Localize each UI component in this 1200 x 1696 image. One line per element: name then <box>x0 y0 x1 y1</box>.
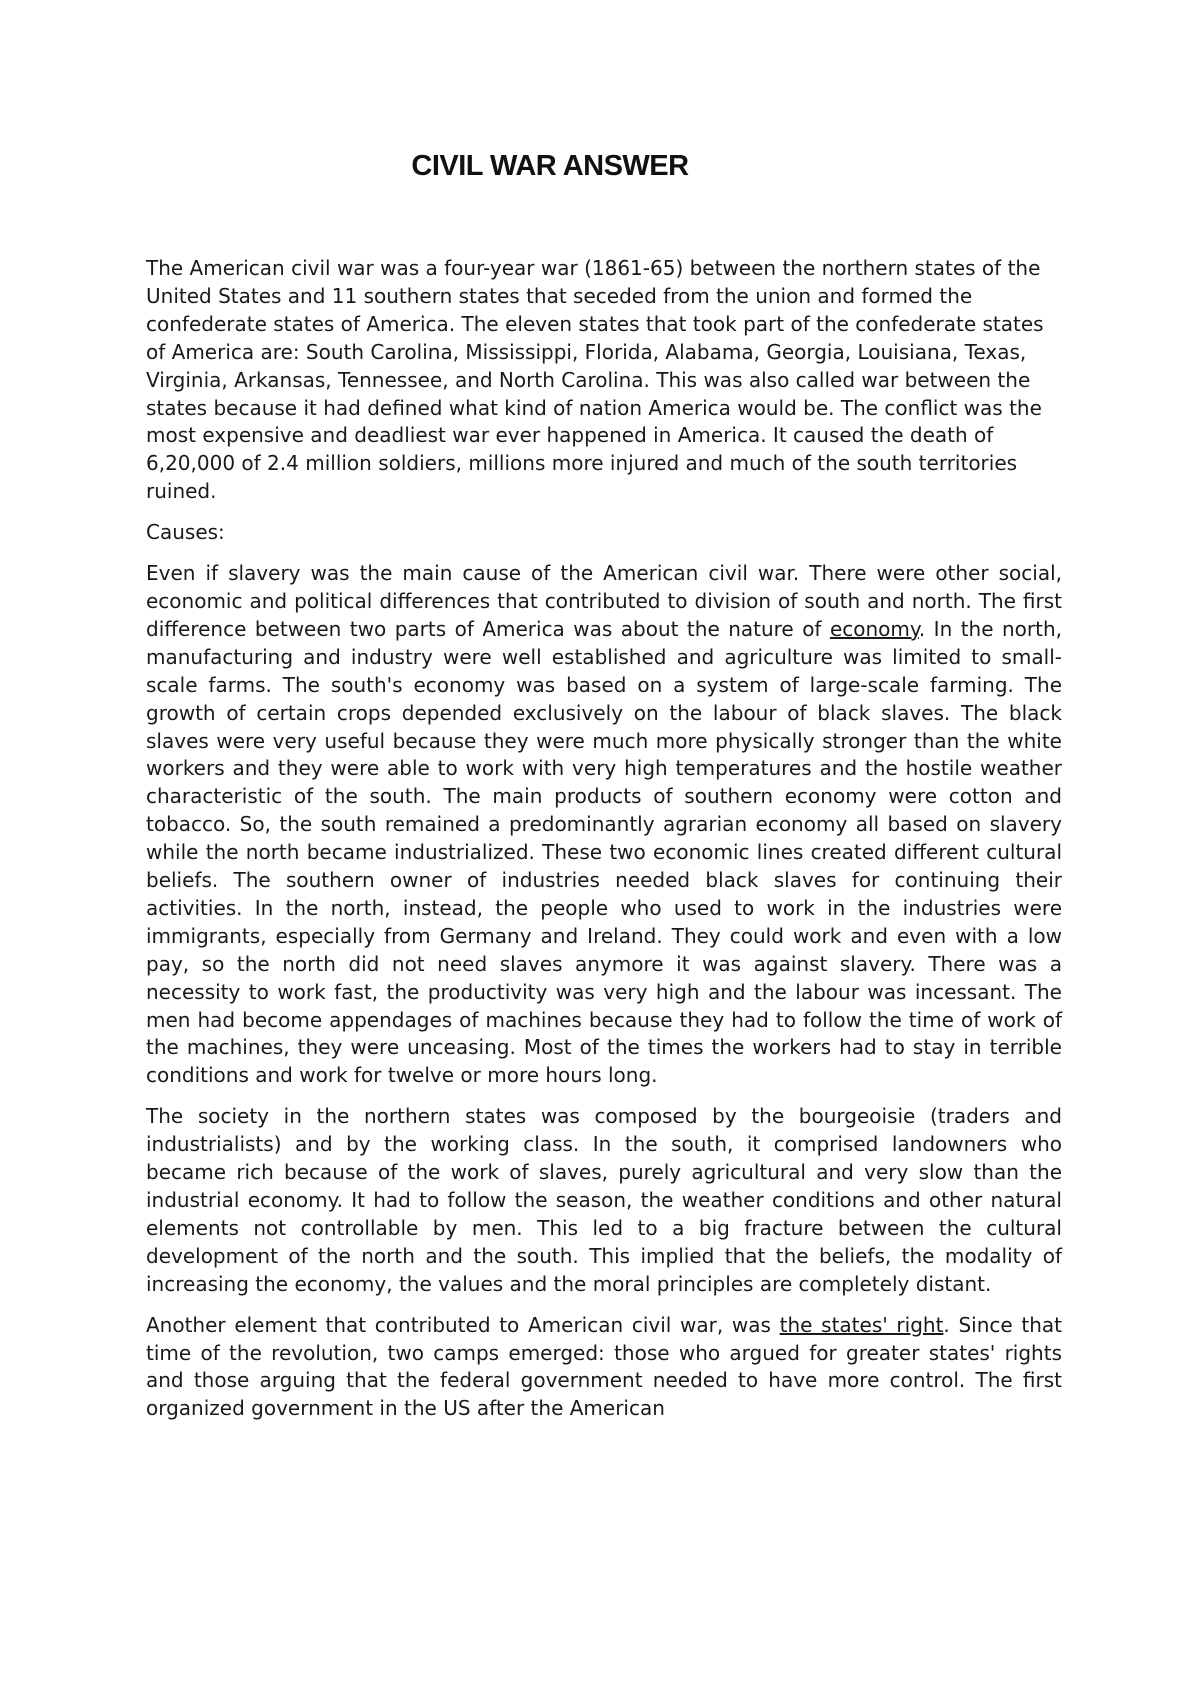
states-right-text-before: Another element that contributed to American civil war, was <box>146 1312 780 1337</box>
page-title: CIVIL WAR ANSWER <box>411 150 689 182</box>
economy-paragraph <box>146 560 1062 1090</box>
economy-link[interactable]: economy <box>829 616 919 641</box>
causes-heading: Causes: <box>146 520 225 545</box>
intro-paragraph: The American civil war was a four-year war (1861-65) between the northern states of the United States and 11 southern states that seceded from the union and formed the confederate states of America. The eleven states that took part of the confederate states of America are: South Carolina, Mississippi, Florida, Alabama, Georgia, Louisiana, Texas, Virginia, Arkansas, Tennessee, and North Carolina. This was also called war between the states because it had defined what kind of nation America would be. The conflict was the most expensive and deadliest war ever happened in America. It caused the death of 6,20,000 of 2.4 million soldiers, millions more injured and much of the south territories ruined. <box>146 256 1044 504</box>
document-body <box>146 255 1062 1436</box>
economy-text-after: . In the north, manufacturing and industry were well established and agriculture was limited to small-scale farms. The south's economy was based on a system of large-scale farming. The growth of certain crops depended exclusively on the labour of black slaves. The black slaves were very useful because they were much more physically stronger than the white workers and they were able to work with very high temperatures and the hostile weather characteristic of the south. The main products of southern economy were cotton and tobacco. So, the south remained a predominantly agrarian economy all based on slavery while the north became industrialized. These two economic lines created different cultural beliefs. The southern owner of industries needed black slaves for continuing their activities. In the north, instead, the people who used to work in the industries were immigrants, especially from Germany and Ireland. They could work and even with a low pay, so the north did not need slaves anymore it was against slavery. There was a necessity to work fast, the productivity was very high and the labour was incessant. The men had become appendages of machines because they had to follow the time of work of the machines, they were unceasing. Most of the times the workers had to stay in terrible conditions and work for twelve or more hours long. <box>146 616 1062 1088</box>
states-right-paragraph <box>146 1312 1062 1424</box>
economy-text-before: Even if slavery was the main cause of the American civil war. There were other social, economic and political differences that contributed to division of south and north. The first difference between two parts of America was about the nature of <box>146 561 1062 641</box>
society-paragraph: The society in the northern states was composed by the bourgeoisie (traders and industrialists) and by the working class. In the south, it comprised landowners who became rich because of the work of slaves, purely agricultural and very slow than the industrial economy. It had to follow the season, the weather conditions and other natural elements not controllable by men. This led to a big fracture between the cultural development of the north and the south. This implied that the beliefs, the modality of increasing the economy, the values and the moral principles are completely distant. <box>146 1104 1062 1296</box>
states-right-link[interactable]: the states' right <box>779 1312 944 1337</box>
states-right-text-after: . Since that time of the revolution, two camps emerged: those who argued for greater states' rights and those arguing that the federal government needed to have more control. The first organized government in the US after the American <box>146 1312 1062 1421</box>
